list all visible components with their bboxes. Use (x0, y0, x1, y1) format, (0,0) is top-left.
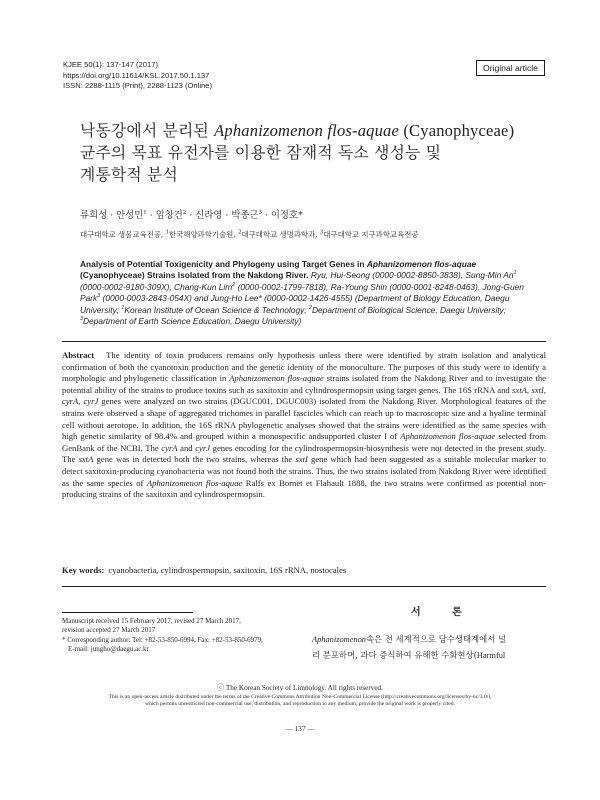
abstract-italic: Aphanizomenon flos-aquae (229, 373, 324, 384)
article-type-badge: Original article (476, 60, 545, 76)
abstract-italic: Aphanizomenon flos-aquae (400, 431, 496, 442)
affiliation-text: 대구대학교 지구과학교육전공 (323, 230, 419, 239)
affiliation-marker: 3 (97, 293, 101, 300)
abstract-top-rule (62, 341, 546, 342)
korean-title (80, 120, 550, 186)
journal-citation: KJEE 50(1): 137-147 (2017) (63, 60, 158, 69)
journal-issn: ISSN: 2288-1115 (Print), 2288-1123 (Online) (63, 81, 213, 90)
author-names-3: · 신라영 · 박종근 (186, 210, 259, 221)
korean-affiliations (80, 229, 419, 240)
korean-title-line-3: 계통학적 분석 (80, 165, 178, 184)
english-affiliation: Department of Earth Science Education, Daegu University) (83, 316, 302, 327)
abstract-text: genes encoding for the cylindrospermopsin-biosynthesis were not detected in the present study. The (62, 442, 546, 465)
abstract-italic: Aphanizomenon flos-aquae (146, 477, 243, 488)
abstract-text: gene was in detected both the two strains, whereas the (93, 454, 296, 465)
english-title-block (80, 259, 528, 327)
abstract-text: and (177, 442, 196, 453)
english-title-part: (Cyanophyceae) Strains Isolated from the Nakdong River. (80, 270, 309, 281)
affiliation-text: 한국해양과학기술원, (169, 230, 238, 239)
abstract-italic: sxtA (78, 454, 94, 465)
affiliation-marker: 1 (121, 304, 125, 311)
abstract-text: selected from GenBank of the NCBI. The (62, 431, 547, 453)
section-heading-introduction: 서 론 (411, 607, 476, 618)
affiliation-marker: 2 (232, 282, 236, 289)
journal-info (63, 60, 212, 92)
affiliation-marker: 2 (238, 229, 242, 236)
korean-title-class: (Cyanophyceae) (399, 121, 515, 140)
license-line-1: This is an open-access article distributed under the terms of the Creative Commons Attribution Non-Commercial License (http://creativecommons.org/licenses/by-nc/3.0/), (108, 694, 492, 700)
english-affiliation: Department of Biological Science, Daegu University; (311, 304, 507, 315)
abstract-italic: cyrJ (195, 442, 211, 453)
intro-line-2 (312, 648, 548, 664)
abstract-text: genes were analyzed on two strains (DGUC001, DGUC003) isolated from the Nakdong River. Morphological features of the strains were observed a shape of aggregated trichomes in parallel fascicles which can reach up to macroscopic size and a hyaline terminal cell without aerotope. In addition, the 16S rRNA phylogenetic analyses showed that the strains were identified as the same species with high genetic similarity of 98.4% and grouped within a monospecific andsupported cluster I of (62, 396, 546, 442)
intro-line-1 (312, 632, 548, 648)
keywords-text: cyanobacteria, cylindrospermopsin, saxitoxin, 16S rRNA, nostocales (108, 565, 347, 575)
affiliation-marker: 3 (319, 229, 324, 236)
korean-title-line-1 (80, 120, 550, 142)
korean-title-prefix: 낙동강에서 분리된 (80, 121, 215, 140)
affiliation-marker: 3 (80, 316, 83, 323)
english-authors: (0000-0003-2843-054X) and Jung-Ho Lee* (0000-0002-1426-4555) (Department of Biology Education, Daegu University; (80, 293, 510, 315)
english-title-part: Analysis of Potential Toxigenicity and Phylogeny using Target Genes in (80, 259, 367, 269)
abstract-italic: sxtA, sxtI, cyrA, cyrJ (62, 384, 546, 407)
abstract-text: Ralfs ex Bornet et Flahault 1888, the two strains were confirmed as potential non-producing strains of the saxitoxin and cylindrospermopsin. (62, 477, 546, 500)
affiliation-marker: 1 (165, 229, 170, 236)
abstract-italic: sxtI (295, 454, 308, 465)
affiliation-marker: 1 (513, 270, 517, 277)
abstract (62, 350, 546, 501)
license-line-2: which permits unrestricted non-commercial use, distribution, and reproduction in any medium, provide the original work is properly cited. (145, 701, 455, 708)
author-names-2: · 임창건 (146, 210, 183, 221)
english-authors: Ryu, Hui-Seong (0000-0002-8850-3838), Sung-Min An (308, 270, 514, 281)
korean-authors (80, 207, 303, 221)
intro-text: 속은 전 세계적으로 담수생태계에서 널 (365, 634, 507, 644)
author-names-4: · 이정호* (261, 210, 303, 221)
abstract-text: The identity of toxin producers remains only hypothesis unless there were identified by strain isolation and analytical confirmation of both the cyanotoxin production and the genetic identity of the monoculture. The purposes of this study were to identify a morphologic and phylogenetic classification in (62, 350, 546, 384)
korean-title-species: Aphanizomenon flos-aquae (214, 121, 400, 140)
keywords-label: Key words: (62, 565, 105, 575)
affiliation-text: 대구대학교 생명과학과, (241, 230, 320, 239)
introduction-text (312, 632, 548, 663)
affiliation-marker: 3 (258, 209, 262, 216)
abstract-label: Abstract (62, 350, 95, 360)
keywords (62, 565, 546, 575)
license-notice (60, 694, 540, 709)
footnote-received: Manuscript received 15 February 2017, revised 27 March 2017, (62, 617, 241, 625)
english-affiliation: Korean Institute of Ocean Science & Technology; (124, 304, 309, 315)
footnotes (62, 617, 263, 655)
intro-text: Harmful (476, 650, 506, 660)
footnote-accepted: revision accepted 27 March 2017 (62, 626, 156, 635)
abstract-text: strains isolated from the Nakdong River and to investigate the potential ability of the strains to produce toxins such as saxitoxin and cylindrospermopsin using target genes. The 16S rRNA and (62, 373, 546, 395)
page-number: — 137 — (285, 724, 315, 733)
footnote-rule (62, 612, 193, 613)
intro-species: Aphanizomenon (312, 635, 366, 644)
footnote-corresponding: * Corresponding author: Tel: +82-53-850-6994, Fax: +82-53-850-6979, (62, 635, 263, 644)
abstract-bottom-rule (62, 586, 546, 587)
journal-doi: https://doi.org/10.11614/KSL.2017.50.1.137 (63, 70, 210, 80)
korean-title-line-2: 균주의 목표 유전자를 이용한 잠재적 독소 생성능 및 (80, 143, 442, 162)
author-names-1: 류희성 · 안성민 (80, 210, 144, 221)
english-title-species: Aphanizomenon flos-aquae (366, 259, 477, 269)
intro-text: 리 분포하며, 과다 증식하여 유해한 수화현상( (312, 649, 477, 660)
abstract-italic: cyrA (161, 442, 178, 453)
english-authors: (0000-0002-1799-7818), Ra-Young Shin (0000-0001-8248-0463), Jong-Guen Park (80, 281, 524, 304)
affiliation-marker: 1 (143, 209, 147, 216)
affiliation-text: 대구대학교 생물교육전공, (80, 230, 166, 239)
affiliation-marker: 2 (182, 209, 187, 216)
copyright: ⓒ The Korean Society of Limnology. All rights reserved. (217, 684, 383, 692)
affiliation-marker: 2 (308, 304, 312, 311)
footnote-email: E-mail: jungho@daegu.ac.kr (68, 645, 149, 654)
abstract-text: gene which had been suggested as a suitable molecular marker to detect saxitoxin-producing cyanobacteria was not found both the strains. Thus, the two strains isolated from Nakdong River were identified as the same species of (62, 454, 546, 488)
english-authors: (0000-0002-9180-309X), Chang-Kun Lim (80, 281, 233, 292)
